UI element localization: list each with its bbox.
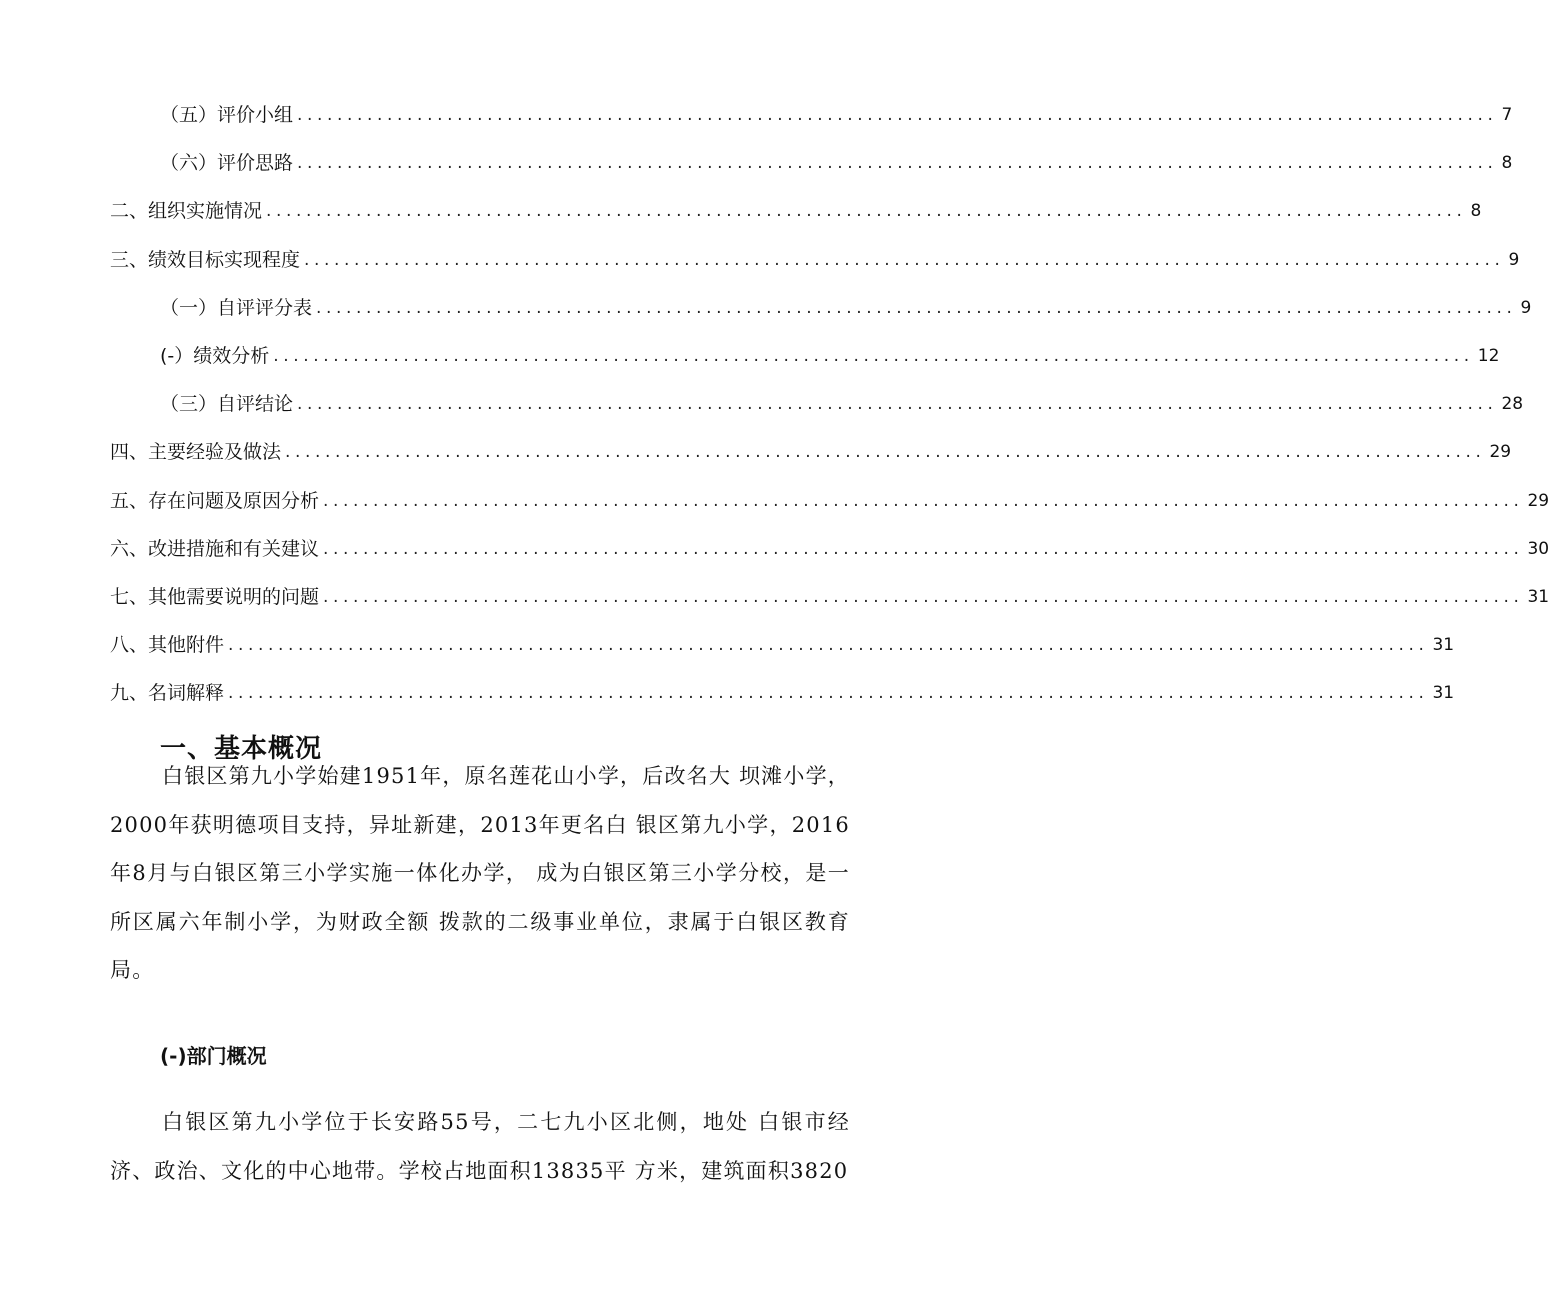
toc-leader-dots: ........................................................................................................................ bbox=[323, 490, 1524, 511]
toc-entry-label: 五、存在问题及原因分析 bbox=[110, 489, 320, 512]
toc-entry-label: 四、主要经验及做法 bbox=[110, 441, 282, 464]
toc-entry[interactable] bbox=[160, 293, 1532, 323]
toc-entry-label: 八、其他附件 bbox=[110, 634, 225, 657]
toc-entry-label: （五）评价小组 bbox=[160, 104, 294, 126]
toc-entry[interactable] bbox=[160, 389, 1524, 419]
toc-leader-dots: ........................................................................................................................ bbox=[228, 683, 1429, 704]
toc-entry-page: 31 bbox=[1527, 587, 1549, 607]
toc-leader-dots: ........................................................................................................................ bbox=[297, 153, 1498, 174]
toc-entry-page: 7 bbox=[1501, 105, 1513, 125]
toc-leader-dots: ........................................................................................................................ bbox=[297, 394, 1498, 415]
toc-entry-page: 12 bbox=[1477, 346, 1500, 366]
toc-entry-page: 8 bbox=[1501, 153, 1513, 174]
toc-leader-dots: ........................................................................................................................ bbox=[285, 442, 1486, 463]
section-paragraph: 白银区第九小学始建1951年，原名莲花山小学，后改名大 坝滩小学，2000年获明德项目支持，异址新建，2013年更名白 银区第九小学，2016年8月与白银区第三小学实施一体化办学， 成为白银区第三小学分校，是一所区属六年制小学，为财政全额 拨款的二级事业单位，隶属于白银区教育局。 bbox=[110, 764, 850, 982]
toc-entry-label: 二、组织实施情况 bbox=[110, 200, 263, 223]
toc-leader-dots: ........................................................................................................................ bbox=[228, 635, 1429, 656]
toc-entry-page: 31 bbox=[1432, 683, 1455, 704]
toc-leader-dots: ........................................................................................................................ bbox=[304, 249, 1505, 270]
toc-leader-dots: ........................................................................................................................ bbox=[273, 346, 1474, 366]
toc-entry[interactable] bbox=[110, 196, 1482, 226]
toc-entry-label: （一）自评评分表 bbox=[160, 296, 313, 319]
toc-entry[interactable] bbox=[110, 534, 1549, 564]
toc-entry-label: (-）绩效分析 bbox=[160, 345, 270, 367]
toc-entry[interactable] bbox=[110, 582, 1549, 612]
toc-entry[interactable] bbox=[110, 437, 1512, 467]
toc-entry-page: 8 bbox=[1470, 201, 1482, 222]
toc-leader-dots: ........................................................................................................................ bbox=[323, 587, 1524, 607]
toc-entry-label: （六）评价思路 bbox=[160, 152, 294, 175]
toc-entry-label: 九、名词解释 bbox=[110, 682, 225, 705]
toc-entry[interactable] bbox=[110, 245, 1520, 275]
toc-entry-label: 六、改进措施和有关建议 bbox=[110, 537, 320, 560]
toc-entry[interactable] bbox=[110, 486, 1549, 516]
toc-entry-page: 31 bbox=[1432, 635, 1455, 656]
toc-leader-dots: ........................................................................................................................ bbox=[323, 538, 1524, 559]
toc-entry-label: （三）自评结论 bbox=[160, 393, 294, 416]
toc-entry[interactable] bbox=[160, 341, 1500, 371]
toc-entry[interactable] bbox=[110, 678, 1455, 708]
toc-entry[interactable] bbox=[160, 148, 1513, 178]
toc-leader-dots: ........................................................................................................................ bbox=[297, 105, 1498, 125]
subsection-heading: (-)部门概况 bbox=[160, 1044, 267, 1068]
section-heading: 一、基本概况 bbox=[160, 734, 323, 764]
subsection-paragraph: 白银区第九小学位于长安路55号，二七九小区北侧，地处 白银市经济、政治、文化的中心地带。学校占地面积13835平 方米，建筑面积3820 bbox=[110, 1110, 850, 1183]
toc-entry[interactable] bbox=[110, 630, 1455, 660]
toc-entry[interactable] bbox=[160, 100, 1513, 130]
toc-entry-page: 9 bbox=[1520, 297, 1532, 318]
toc-leader-dots: ........................................................................................................................ bbox=[266, 201, 1467, 222]
toc-leader-dots: ........................................................................................................................ bbox=[316, 297, 1517, 318]
toc-entry-page: 28 bbox=[1501, 394, 1524, 415]
toc-entry-label: 七、其他需要说明的问题 bbox=[110, 586, 320, 608]
toc-entry-page: 9 bbox=[1508, 249, 1520, 270]
toc-entry-label: 三、绩效目标实现程度 bbox=[110, 248, 301, 271]
toc-entry-page: 29 bbox=[1527, 490, 1549, 511]
toc-entry-page: 29 bbox=[1489, 442, 1512, 463]
toc-entry-page: 30 bbox=[1527, 538, 1549, 559]
